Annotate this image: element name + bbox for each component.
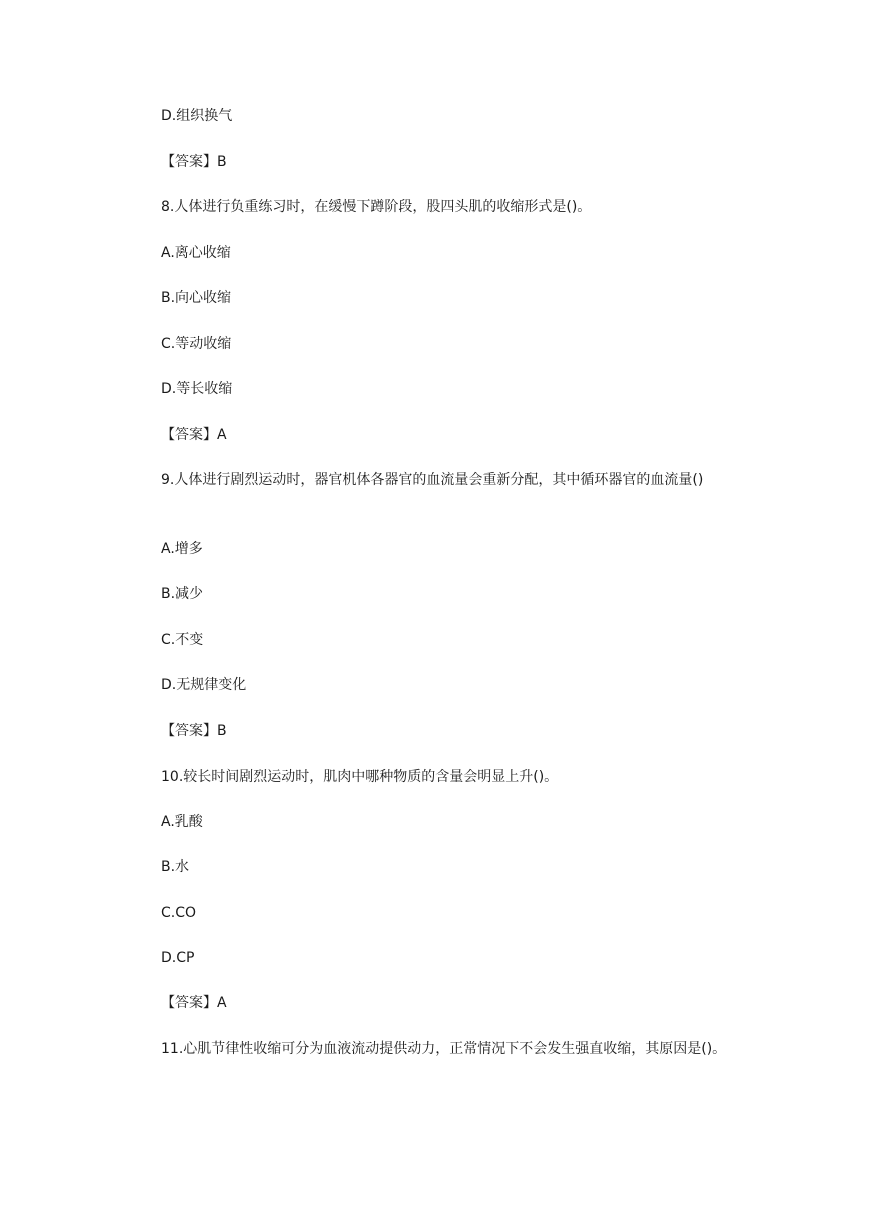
q10-option-a: A.乳酸: [161, 814, 203, 830]
q8-option-c: C.等动收缩: [161, 336, 232, 352]
q7-option-d: D.组织换气: [161, 108, 233, 124]
q8-option-a: A.离心收缩: [161, 245, 231, 261]
q10-option-c: C.CO: [161, 905, 197, 921]
q9-option-c: C.不变: [161, 632, 204, 648]
q10-option-b: B.水: [161, 859, 190, 875]
q9-option-a: A.增多: [161, 541, 203, 557]
q8-stem: 8.人体进行负重练习时，在缓慢下蹲阶段，股四头肌的收缩形式是()。: [161, 199, 592, 215]
q7-answer: 【答案】B: [161, 154, 227, 170]
q8-option-d: D.等长收缩: [161, 381, 233, 397]
q10-stem: 10.较长时间剧烈运动时，肌肉中哪种物质的含量会明显上升()。: [161, 769, 559, 785]
q9-option-d: D.无规律变化: [161, 677, 247, 693]
q11-stem: 11.心肌节律性收缩可分为血液流动提供动力，正常情况下不会发生强直收缩，其原因是()。: [161, 1041, 727, 1057]
q10-answer: 【答案】A: [161, 995, 227, 1011]
q9-option-b: B.减少: [161, 586, 204, 602]
q8-answer: 【答案】A: [161, 427, 227, 443]
q9-answer: 【答案】B: [161, 723, 227, 739]
q9-stem: 9.人体进行剧烈运动时，器官机体各器官的血流量会重新分配，其中循环器官的血流量(): [161, 472, 704, 488]
q10-option-d: D.CP: [161, 950, 195, 966]
q8-option-b: B.向心收缩: [161, 290, 232, 306]
